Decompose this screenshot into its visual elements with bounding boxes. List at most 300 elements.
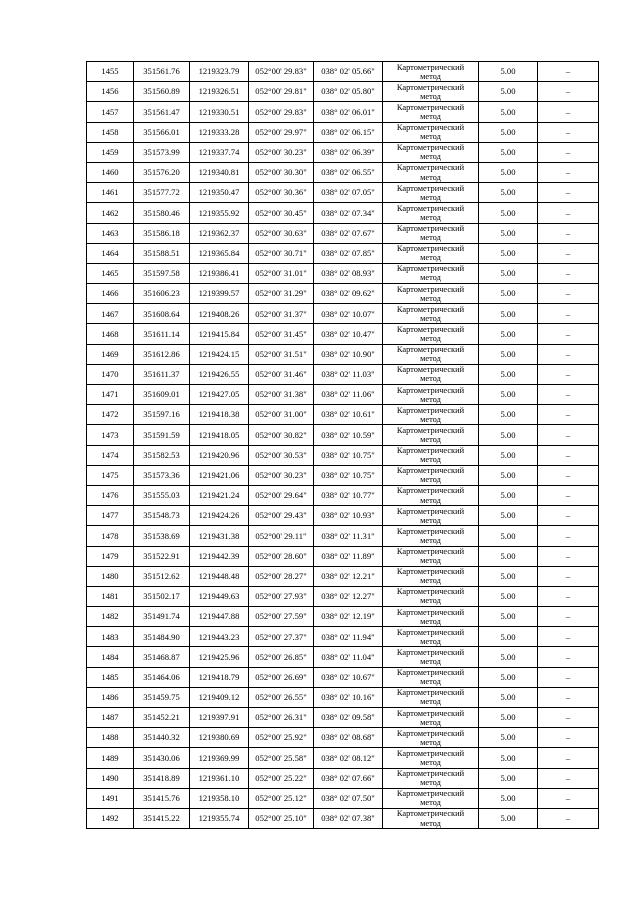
y-coordinate-cell: 1219326.51 bbox=[190, 82, 249, 102]
method-line1: Картометрический bbox=[396, 244, 465, 254]
latitude-cell: 052°00' 30.30" bbox=[249, 162, 314, 182]
description-cell: – bbox=[538, 566, 599, 586]
x-coordinate-cell: 351560.89 bbox=[134, 82, 190, 102]
method-line1: Картометрический bbox=[396, 567, 465, 577]
method-line1: Картометрический bbox=[396, 748, 465, 758]
y-coordinate-cell: 1219418.79 bbox=[190, 667, 249, 687]
table-row bbox=[87, 102, 599, 122]
longitude-cell: 038° 02' 08.93" bbox=[314, 263, 383, 283]
x-coordinate-cell: 351609.01 bbox=[134, 385, 190, 405]
x-coordinate-cell: 351440.32 bbox=[134, 728, 190, 748]
table-row bbox=[87, 142, 599, 162]
latitude-cell: 052°00' 30.23" bbox=[249, 465, 314, 485]
description-cell: – bbox=[538, 142, 599, 162]
point-number-cell: 1471 bbox=[87, 385, 134, 405]
description-cell: – bbox=[538, 687, 599, 707]
accuracy-cell: 5.00 bbox=[479, 385, 538, 405]
longitude-cell: 038° 02' 07.85" bbox=[314, 243, 383, 263]
method-cell bbox=[383, 62, 479, 82]
longitude-cell: 038° 02' 06.01" bbox=[314, 102, 383, 122]
x-coordinate-cell: 351464.06 bbox=[134, 667, 190, 687]
latitude-cell: 052°00' 28.27" bbox=[249, 566, 314, 586]
table-row bbox=[87, 304, 599, 324]
description-cell: – bbox=[538, 385, 599, 405]
method-line2: метод bbox=[420, 818, 441, 828]
y-coordinate-cell: 1219418.38 bbox=[190, 405, 249, 425]
method-line1: Картометрический bbox=[396, 304, 465, 314]
point-number-cell: 1460 bbox=[87, 162, 134, 182]
x-coordinate-cell: 351580.46 bbox=[134, 203, 190, 223]
coordinates-table bbox=[86, 61, 599, 829]
y-coordinate-cell: 1219431.38 bbox=[190, 526, 249, 546]
description-cell: – bbox=[538, 586, 599, 606]
x-coordinate-cell: 351459.75 bbox=[134, 687, 190, 707]
latitude-cell: 052°00' 29.83" bbox=[249, 62, 314, 82]
accuracy-cell: 5.00 bbox=[479, 607, 538, 627]
longitude-cell: 038° 02' 07.34" bbox=[314, 203, 383, 223]
point-number-cell: 1474 bbox=[87, 445, 134, 465]
method-line1: Картометрический bbox=[396, 345, 465, 355]
table-row bbox=[87, 405, 599, 425]
method-line1: Картометрический bbox=[396, 526, 465, 536]
point-number-cell: 1492 bbox=[87, 808, 134, 828]
latitude-cell: 052°00' 29.97" bbox=[249, 122, 314, 142]
latitude-cell: 052°00' 30.71" bbox=[249, 243, 314, 263]
latitude-cell: 052°00' 26.31" bbox=[249, 708, 314, 728]
accuracy-cell: 5.00 bbox=[479, 203, 538, 223]
latitude-cell: 052°00' 31.37" bbox=[249, 304, 314, 324]
table-row bbox=[87, 485, 599, 505]
description-cell: – bbox=[538, 304, 599, 324]
coordinates-table-page bbox=[86, 61, 599, 829]
x-coordinate-cell: 351555.03 bbox=[134, 485, 190, 505]
y-coordinate-cell: 1219365.84 bbox=[190, 243, 249, 263]
accuracy-cell: 5.00 bbox=[479, 344, 538, 364]
longitude-cell: 038° 02' 08.12" bbox=[314, 748, 383, 768]
description-cell: – bbox=[538, 243, 599, 263]
method-cell bbox=[383, 506, 479, 526]
accuracy-cell: 5.00 bbox=[479, 304, 538, 324]
method-cell bbox=[383, 344, 479, 364]
method-line1: Картометрический bbox=[396, 163, 465, 173]
description-cell: – bbox=[538, 506, 599, 526]
latitude-cell: 052°00' 29.83" bbox=[249, 102, 314, 122]
latitude-cell: 052°00' 31.29" bbox=[249, 284, 314, 304]
longitude-cell: 038° 02' 10.07" bbox=[314, 304, 383, 324]
longitude-cell: 038° 02' 10.75" bbox=[314, 445, 383, 465]
accuracy-cell: 5.00 bbox=[479, 405, 538, 425]
method-cell bbox=[383, 808, 479, 828]
method-line2: метод bbox=[420, 697, 441, 707]
y-coordinate-cell: 1219426.55 bbox=[190, 364, 249, 384]
latitude-cell: 052°00' 27.93" bbox=[249, 586, 314, 606]
description-cell: – bbox=[538, 162, 599, 182]
longitude-cell: 038° 02' 06.15" bbox=[314, 122, 383, 142]
description-cell: – bbox=[538, 445, 599, 465]
description-cell: – bbox=[538, 82, 599, 102]
method-line2: метод bbox=[420, 515, 441, 525]
description-cell: – bbox=[538, 62, 599, 82]
y-coordinate-cell: 1219415.84 bbox=[190, 324, 249, 344]
point-number-cell: 1489 bbox=[87, 748, 134, 768]
method-cell bbox=[383, 627, 479, 647]
longitude-cell: 038° 02' 10.61" bbox=[314, 405, 383, 425]
accuracy-cell: 5.00 bbox=[479, 546, 538, 566]
longitude-cell: 038° 02' 08.68" bbox=[314, 728, 383, 748]
longitude-cell: 038° 02' 12.19" bbox=[314, 607, 383, 627]
accuracy-cell: 5.00 bbox=[479, 708, 538, 728]
accuracy-cell: 5.00 bbox=[479, 364, 538, 384]
description-cell: – bbox=[538, 223, 599, 243]
longitude-cell: 038° 02' 07.50" bbox=[314, 788, 383, 808]
y-coordinate-cell: 1219362.37 bbox=[190, 223, 249, 243]
accuracy-cell: 5.00 bbox=[479, 183, 538, 203]
accuracy-cell: 5.00 bbox=[479, 82, 538, 102]
y-coordinate-cell: 1219421.06 bbox=[190, 465, 249, 485]
accuracy-cell: 5.00 bbox=[479, 506, 538, 526]
longitude-cell: 038° 02' 11.04" bbox=[314, 647, 383, 667]
method-cell bbox=[383, 122, 479, 142]
table-row bbox=[87, 607, 599, 627]
point-number-cell: 1485 bbox=[87, 667, 134, 687]
method-line2: метод bbox=[420, 475, 441, 485]
accuracy-cell: 5.00 bbox=[479, 808, 538, 828]
method-line1: Картометрический bbox=[396, 385, 465, 395]
latitude-cell: 052°00' 29.11" bbox=[249, 526, 314, 546]
accuracy-cell: 5.00 bbox=[479, 566, 538, 586]
method-line2: метод bbox=[420, 91, 441, 101]
method-line1: Картометрический bbox=[396, 587, 465, 597]
point-number-cell: 1457 bbox=[87, 102, 134, 122]
method-cell bbox=[383, 304, 479, 324]
x-coordinate-cell: 351566.01 bbox=[134, 122, 190, 142]
method-line1: Картометрический bbox=[396, 183, 465, 193]
point-number-cell: 1463 bbox=[87, 223, 134, 243]
method-line2: метод bbox=[420, 616, 441, 626]
method-line1: Картометрический bbox=[396, 102, 465, 112]
method-line2: метод bbox=[420, 334, 441, 344]
method-line2: метод bbox=[420, 293, 441, 303]
method-line2: метод bbox=[420, 253, 441, 263]
method-line1: Картометрический bbox=[396, 789, 465, 799]
latitude-cell: 052°00' 31.46" bbox=[249, 364, 314, 384]
method-line1: Картометрический bbox=[396, 668, 465, 678]
x-coordinate-cell: 351573.99 bbox=[134, 142, 190, 162]
latitude-cell: 052°00' 30.53" bbox=[249, 445, 314, 465]
latitude-cell: 052°00' 31.51" bbox=[249, 344, 314, 364]
accuracy-cell: 5.00 bbox=[479, 586, 538, 606]
method-cell bbox=[383, 82, 479, 102]
point-number-cell: 1473 bbox=[87, 425, 134, 445]
latitude-cell: 052°00' 25.12" bbox=[249, 788, 314, 808]
point-number-cell: 1475 bbox=[87, 465, 134, 485]
description-cell: – bbox=[538, 647, 599, 667]
method-line1: Картометрический bbox=[396, 123, 465, 133]
method-line1: Картометрический bbox=[396, 547, 465, 557]
method-line2: метод bbox=[420, 778, 441, 788]
table-row bbox=[87, 263, 599, 283]
description-cell: – bbox=[538, 425, 599, 445]
point-number-cell: 1464 bbox=[87, 243, 134, 263]
x-coordinate-cell: 351577.72 bbox=[134, 183, 190, 203]
method-line1: Картометрический bbox=[396, 324, 465, 334]
y-coordinate-cell: 1219418.05 bbox=[190, 425, 249, 445]
table-row bbox=[87, 627, 599, 647]
method-line2: метод bbox=[420, 233, 441, 243]
x-coordinate-cell: 351576.20 bbox=[134, 162, 190, 182]
accuracy-cell: 5.00 bbox=[479, 425, 538, 445]
longitude-cell: 038° 02' 07.67" bbox=[314, 223, 383, 243]
method-line1: Картометрический bbox=[396, 203, 465, 213]
x-coordinate-cell: 351415.76 bbox=[134, 788, 190, 808]
latitude-cell: 052°00' 30.23" bbox=[249, 142, 314, 162]
table-row bbox=[87, 647, 599, 667]
table-row bbox=[87, 445, 599, 465]
method-cell bbox=[383, 445, 479, 465]
x-coordinate-cell: 351573.36 bbox=[134, 465, 190, 485]
method-line1: Картометрический bbox=[396, 728, 465, 738]
latitude-cell: 052°00' 31.01" bbox=[249, 263, 314, 283]
method-cell bbox=[383, 385, 479, 405]
y-coordinate-cell: 1219330.51 bbox=[190, 102, 249, 122]
description-cell: – bbox=[538, 263, 599, 283]
latitude-cell: 052°00' 28.60" bbox=[249, 546, 314, 566]
y-coordinate-cell: 1219380.69 bbox=[190, 728, 249, 748]
method-line1: Картометрический bbox=[396, 688, 465, 698]
table-row bbox=[87, 203, 599, 223]
method-line2: метод bbox=[420, 576, 441, 586]
y-coordinate-cell: 1219361.10 bbox=[190, 768, 249, 788]
latitude-cell: 052°00' 27.59" bbox=[249, 607, 314, 627]
y-coordinate-cell: 1219408.26 bbox=[190, 304, 249, 324]
x-coordinate-cell: 351512.62 bbox=[134, 566, 190, 586]
accuracy-cell: 5.00 bbox=[479, 122, 538, 142]
point-number-cell: 1469 bbox=[87, 344, 134, 364]
description-cell: – bbox=[538, 808, 599, 828]
longitude-cell: 038° 02' 10.77" bbox=[314, 485, 383, 505]
latitude-cell: 052°00' 27.37" bbox=[249, 627, 314, 647]
longitude-cell: 038° 02' 07.05" bbox=[314, 183, 383, 203]
y-coordinate-cell: 1219425.96 bbox=[190, 647, 249, 667]
point-number-cell: 1458 bbox=[87, 122, 134, 142]
latitude-cell: 052°00' 26.85" bbox=[249, 647, 314, 667]
accuracy-cell: 5.00 bbox=[479, 768, 538, 788]
method-cell bbox=[383, 708, 479, 728]
x-coordinate-cell: 351611.37 bbox=[134, 364, 190, 384]
method-cell bbox=[383, 465, 479, 485]
x-coordinate-cell: 351548.73 bbox=[134, 506, 190, 526]
x-coordinate-cell: 351430.06 bbox=[134, 748, 190, 768]
point-number-cell: 1467 bbox=[87, 304, 134, 324]
method-line2: метод bbox=[420, 434, 441, 444]
method-line2: метод bbox=[420, 132, 441, 142]
table-row bbox=[87, 122, 599, 142]
method-line2: метод bbox=[420, 798, 441, 808]
longitude-cell: 038° 02' 11.94" bbox=[314, 627, 383, 647]
latitude-cell: 052°00' 25.92" bbox=[249, 728, 314, 748]
x-coordinate-cell: 351588.51 bbox=[134, 243, 190, 263]
table-row bbox=[87, 324, 599, 344]
latitude-cell: 052°00' 30.82" bbox=[249, 425, 314, 445]
point-number-cell: 1456 bbox=[87, 82, 134, 102]
method-line2: метод bbox=[420, 636, 441, 646]
description-cell: – bbox=[538, 546, 599, 566]
method-line2: метод bbox=[420, 677, 441, 687]
method-line1: Картометрический bbox=[396, 143, 465, 153]
y-coordinate-cell: 1219355.92 bbox=[190, 203, 249, 223]
y-coordinate-cell: 1219409.12 bbox=[190, 687, 249, 707]
method-line1: Картометрический bbox=[396, 82, 465, 92]
latitude-cell: 052°00' 25.22" bbox=[249, 768, 314, 788]
method-cell bbox=[383, 284, 479, 304]
x-coordinate-cell: 351611.14 bbox=[134, 324, 190, 344]
method-line1: Картометрический bbox=[396, 264, 465, 274]
point-number-cell: 1459 bbox=[87, 142, 134, 162]
longitude-cell: 038° 02' 10.59" bbox=[314, 425, 383, 445]
method-line2: метод bbox=[420, 535, 441, 545]
method-line2: метод bbox=[420, 354, 441, 364]
method-line2: метод bbox=[420, 111, 441, 121]
longitude-cell: 038° 02' 10.16" bbox=[314, 687, 383, 707]
method-line1: Картометрический bbox=[396, 809, 465, 819]
x-coordinate-cell: 351468.87 bbox=[134, 647, 190, 667]
longitude-cell: 038° 02' 06.39" bbox=[314, 142, 383, 162]
y-coordinate-cell: 1219424.15 bbox=[190, 344, 249, 364]
method-line2: метод bbox=[420, 414, 441, 424]
point-number-cell: 1480 bbox=[87, 566, 134, 586]
y-coordinate-cell: 1219350.47 bbox=[190, 183, 249, 203]
latitude-cell: 052°00' 26.55" bbox=[249, 687, 314, 707]
longitude-cell: 038° 02' 10.67" bbox=[314, 667, 383, 687]
method-cell bbox=[383, 546, 479, 566]
accuracy-cell: 5.00 bbox=[479, 142, 538, 162]
accuracy-cell: 5.00 bbox=[479, 162, 538, 182]
longitude-cell: 038° 02' 11.31" bbox=[314, 526, 383, 546]
accuracy-cell: 5.00 bbox=[479, 465, 538, 485]
point-number-cell: 1490 bbox=[87, 768, 134, 788]
x-coordinate-cell: 351502.17 bbox=[134, 586, 190, 606]
point-number-cell: 1462 bbox=[87, 203, 134, 223]
latitude-cell: 052°00' 30.63" bbox=[249, 223, 314, 243]
method-cell bbox=[383, 364, 479, 384]
accuracy-cell: 5.00 bbox=[479, 667, 538, 687]
method-line2: метод bbox=[420, 152, 441, 162]
y-coordinate-cell: 1219333.28 bbox=[190, 122, 249, 142]
method-line1: Картометрический bbox=[396, 62, 465, 72]
method-line2: метод bbox=[420, 172, 441, 182]
y-coordinate-cell: 1219447.88 bbox=[190, 607, 249, 627]
method-cell bbox=[383, 748, 479, 768]
method-line1: Картометрический bbox=[396, 405, 465, 415]
table-row bbox=[87, 566, 599, 586]
table-row bbox=[87, 243, 599, 263]
table-row bbox=[87, 223, 599, 243]
description-cell: – bbox=[538, 526, 599, 546]
latitude-cell: 052°00' 26.69" bbox=[249, 667, 314, 687]
latitude-cell: 052°00' 29.43" bbox=[249, 506, 314, 526]
method-cell bbox=[383, 647, 479, 667]
y-coordinate-cell: 1219337.74 bbox=[190, 142, 249, 162]
point-number-cell: 1488 bbox=[87, 728, 134, 748]
point-number-cell: 1483 bbox=[87, 627, 134, 647]
description-cell: – bbox=[538, 768, 599, 788]
description-cell: – bbox=[538, 284, 599, 304]
method-cell bbox=[383, 162, 479, 182]
table-row bbox=[87, 748, 599, 768]
method-line1: Картометрический bbox=[396, 647, 465, 657]
method-line1: Картометрический bbox=[396, 446, 465, 456]
table-row bbox=[87, 62, 599, 82]
x-coordinate-cell: 351582.53 bbox=[134, 445, 190, 465]
x-coordinate-cell: 351538.69 bbox=[134, 526, 190, 546]
y-coordinate-cell: 1219443.23 bbox=[190, 627, 249, 647]
method-cell bbox=[383, 243, 479, 263]
table-row bbox=[87, 162, 599, 182]
x-coordinate-cell: 351591.59 bbox=[134, 425, 190, 445]
table-row bbox=[87, 687, 599, 707]
method-cell bbox=[383, 586, 479, 606]
accuracy-cell: 5.00 bbox=[479, 263, 538, 283]
longitude-cell: 038° 02' 07.38" bbox=[314, 808, 383, 828]
description-cell: – bbox=[538, 102, 599, 122]
x-coordinate-cell: 351418.89 bbox=[134, 768, 190, 788]
method-line1: Картометрический bbox=[396, 365, 465, 375]
method-cell bbox=[383, 607, 479, 627]
y-coordinate-cell: 1219421.24 bbox=[190, 485, 249, 505]
x-coordinate-cell: 351522.91 bbox=[134, 546, 190, 566]
accuracy-cell: 5.00 bbox=[479, 223, 538, 243]
accuracy-cell: 5.00 bbox=[479, 324, 538, 344]
point-number-cell: 1476 bbox=[87, 485, 134, 505]
description-cell: – bbox=[538, 324, 599, 344]
description-cell: – bbox=[538, 627, 599, 647]
accuracy-cell: 5.00 bbox=[479, 526, 538, 546]
description-cell: – bbox=[538, 748, 599, 768]
accuracy-cell: 5.00 bbox=[479, 647, 538, 667]
x-coordinate-cell: 351612.86 bbox=[134, 344, 190, 364]
point-number-cell: 1482 bbox=[87, 607, 134, 627]
table-row bbox=[87, 506, 599, 526]
longitude-cell: 038° 02' 11.03" bbox=[314, 364, 383, 384]
method-line1: Картометрический bbox=[396, 224, 465, 234]
point-number-cell: 1465 bbox=[87, 263, 134, 283]
latitude-cell: 052°00' 31.38" bbox=[249, 385, 314, 405]
point-number-cell: 1481 bbox=[87, 586, 134, 606]
longitude-cell: 038° 02' 09.62" bbox=[314, 284, 383, 304]
method-cell bbox=[383, 223, 479, 243]
method-cell bbox=[383, 485, 479, 505]
description-cell: – bbox=[538, 788, 599, 808]
x-coordinate-cell: 351561.76 bbox=[134, 62, 190, 82]
method-cell bbox=[383, 526, 479, 546]
latitude-cell: 052°00' 29.81" bbox=[249, 82, 314, 102]
table-row bbox=[87, 808, 599, 828]
x-coordinate-cell: 351606.23 bbox=[134, 284, 190, 304]
method-cell bbox=[383, 667, 479, 687]
latitude-cell: 052°00' 29.64" bbox=[249, 485, 314, 505]
method-line2: метод bbox=[420, 717, 441, 727]
method-line1: Картометрический bbox=[396, 708, 465, 718]
y-coordinate-cell: 1219399.57 bbox=[190, 284, 249, 304]
method-cell bbox=[383, 142, 479, 162]
table-row bbox=[87, 708, 599, 728]
method-line1: Картометрический bbox=[396, 486, 465, 496]
method-cell bbox=[383, 768, 479, 788]
point-number-cell: 1472 bbox=[87, 405, 134, 425]
method-cell bbox=[383, 183, 479, 203]
method-line1: Картометрический bbox=[396, 425, 465, 435]
table-row bbox=[87, 526, 599, 546]
